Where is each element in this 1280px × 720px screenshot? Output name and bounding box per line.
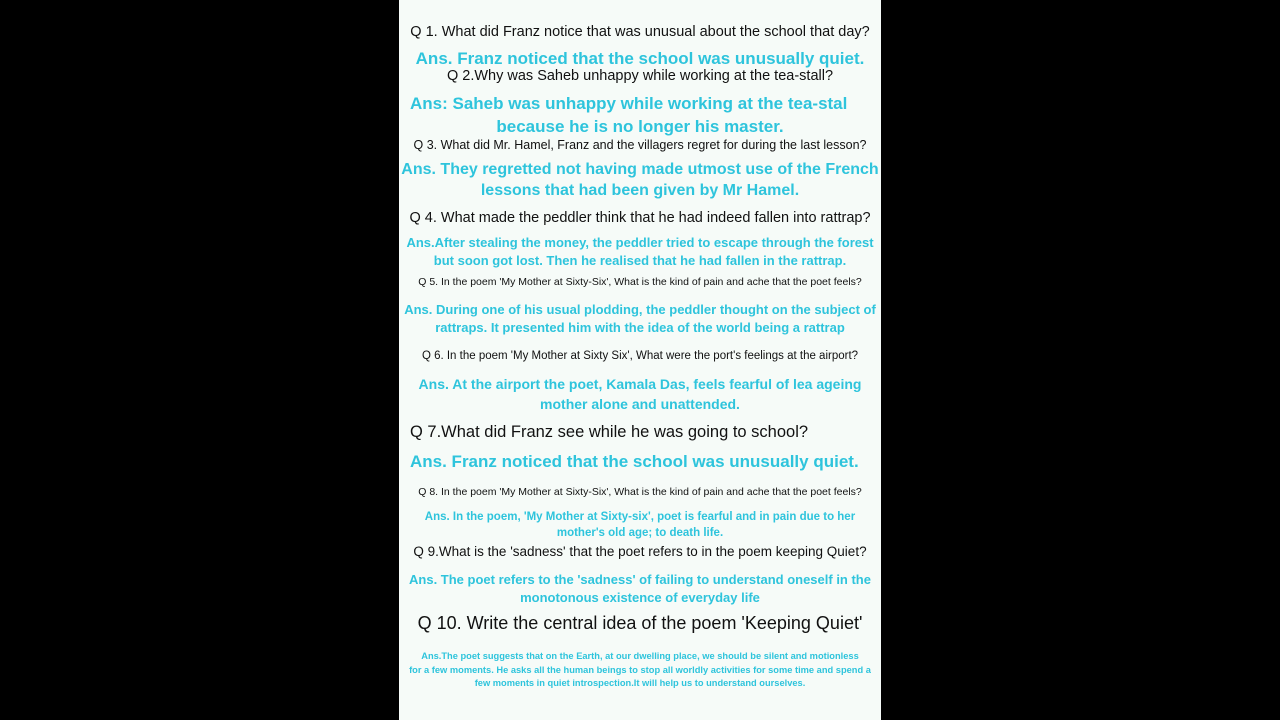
- document-page: [399, 0, 881, 720]
- answer-1: Ans. Franz noticed that the school was unusually quiet.: [415, 49, 865, 68]
- answer-2: Ans: Saheb was unhappy while working at the tea-stal because he is no longer his master.: [410, 94, 848, 136]
- question-4: Q 4. What made the peddler think that he had indeed fallen into rattrap?: [409, 210, 871, 226]
- question-2: Q 2.Why was Saheb unhappy while working at the tea-stall?: [446, 68, 834, 84]
- answer-9: Ans. The poet refers to the 'sadness' of failing to understand oneself in the monotonous existence of everyday life: [409, 572, 871, 605]
- answer-6: Ans. At the airport the poet, Kamala Das, feels fearful of lea ageing mother alone and unattended.: [418, 376, 862, 412]
- answer-10: Ans.The poet suggests that on the Earth, at our dwelling place, we should be silent and motionless for a few moments. He asks all the human beings to stop all worldly activities for some time and spend a few moments in quiet introspection.It will help us to understand ourselves.: [409, 651, 871, 688]
- question-6: Q 6. In the poem 'My Mother at Sixty Six', What were the port's feelings at the airport?: [421, 350, 859, 362]
- question-8: Q 8. In the poem 'My Mother at Sixty-Six', What is the kind of pain and ache that the poet feels?: [418, 486, 862, 498]
- answer-3: Ans. They regretted not having made utmost use of the French lessons that had been given by Mr Hamel.: [401, 161, 879, 199]
- question-7: [399, 423, 881, 442]
- question-9: Q 9.What is the 'sadness' that the poet refers to in the poem keeping Quiet?: [413, 544, 867, 559]
- question-5: Q 5. In the poem 'My Mother at Sixty-Six', What is the kind of pain and ache that the poet feels?: [418, 276, 862, 288]
- answer-8: Ans. In the poem, 'My Mother at Sixty-six', poet is fearful and in pain due to her mother's old age; to death life.: [424, 511, 856, 539]
- question-10: Q 10. Write the central idea of the poem 'Keeping Quiet': [417, 613, 863, 633]
- question-7-text: Q 7.What did Franz see while he was going to school?: [410, 423, 809, 441]
- answer-5: Ans. During one of his usual plodding, the peddler thought on the subject of rattraps. It presented him with the idea of the world being a rattrap: [404, 302, 876, 335]
- question-3: Q 3. What did Mr. Hamel, Franz and the villagers regret for during the last lesson?: [413, 138, 867, 152]
- question-1: Q 1. What did Franz notice that was unusual about the school that day?: [410, 24, 870, 40]
- answer-4: Ans.After stealing the money, the peddler tried to escape through the forest but soon got lost. Then he realised that he had fallen in the rattrap.: [406, 235, 874, 268]
- answer-7: Ans. Franz noticed that the school was unusually quiet.: [410, 452, 859, 471]
